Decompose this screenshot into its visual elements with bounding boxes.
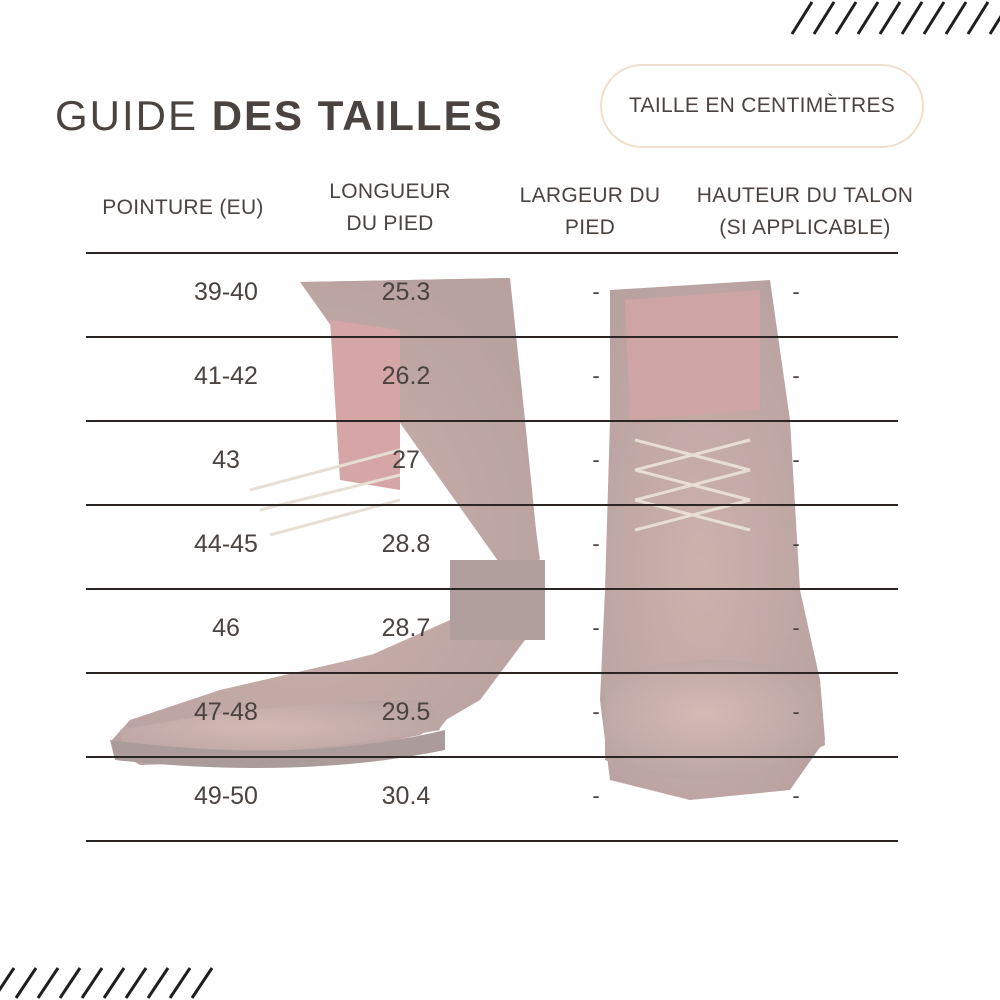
- cell-hauteur: -: [792, 447, 800, 472]
- table-row: [86, 586, 898, 670]
- table-row: [86, 670, 898, 754]
- table-row: [86, 754, 898, 838]
- cell-longueur: 29.5: [381, 697, 431, 726]
- cell-largeur: -: [592, 783, 600, 808]
- unit-badge: [600, 64, 924, 148]
- table-row: [86, 502, 898, 586]
- cell-pointure: 39-40: [194, 277, 258, 306]
- cell-longueur: 28.8: [381, 529, 431, 558]
- cell-longueur: 30.4: [381, 781, 431, 810]
- diagonal-stripes-icon: [780, 0, 1000, 36]
- cell-largeur: -: [592, 363, 600, 388]
- cell-largeur: -: [592, 615, 600, 640]
- page-title: [55, 92, 504, 140]
- diagonal-stripes-icon: [0, 966, 220, 1000]
- cell-pointure: 44-45: [194, 529, 258, 558]
- cell-pointure: 46: [212, 613, 240, 642]
- header-hauteur: HAUTEUR DU TALON (SI APPLICABLE): [696, 184, 914, 239]
- table-rule: [86, 840, 898, 842]
- title-bold: DES TAILLES: [211, 92, 504, 139]
- cell-hauteur: -: [792, 783, 800, 808]
- header-largeur: LARGEUR DU PIED: [519, 184, 661, 239]
- header-longueur: LONGUEUR DU PIED: [329, 180, 451, 235]
- cell-longueur: 28.7: [381, 613, 431, 642]
- title-light: GUIDE: [55, 92, 199, 139]
- cell-pointure: 41-42: [194, 361, 258, 390]
- cell-pointure: 47-48: [194, 697, 258, 726]
- cell-largeur: -: [592, 447, 600, 472]
- cell-longueur: 26.2: [381, 361, 431, 390]
- table-row: [86, 418, 898, 502]
- cell-pointure: 49-50: [194, 781, 258, 810]
- cell-largeur: -: [592, 279, 600, 304]
- cell-hauteur: -: [792, 531, 800, 556]
- cell-hauteur: -: [792, 363, 800, 388]
- cell-hauteur: -: [792, 279, 800, 304]
- table-row: [86, 334, 898, 418]
- cell-largeur: -: [592, 531, 600, 556]
- header-pointure: POINTURE (EU): [102, 196, 264, 219]
- cell-longueur: 25.3: [381, 277, 431, 306]
- cell-longueur: 27: [392, 445, 420, 474]
- unit-label: TAILLE EN CENTIMÈTRES: [628, 94, 896, 117]
- cell-largeur: -: [592, 699, 600, 724]
- cell-pointure: 43: [212, 445, 240, 474]
- cell-hauteur: -: [792, 699, 800, 724]
- table-row: [86, 250, 898, 334]
- cell-hauteur: -: [792, 615, 800, 640]
